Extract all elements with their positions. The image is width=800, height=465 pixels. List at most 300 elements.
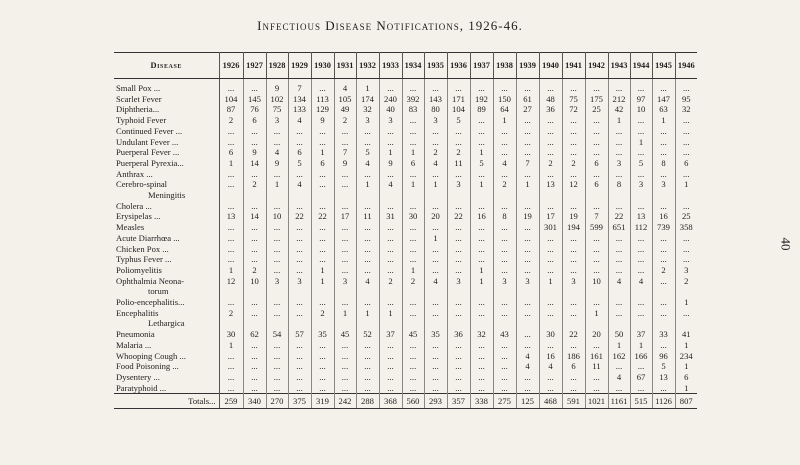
cell-value: 105: [334, 94, 356, 105]
year-header: 1932: [356, 53, 379, 79]
cell-value: ...: [585, 372, 608, 383]
cell-value: ...: [219, 201, 243, 212]
cell-value: [379, 318, 402, 329]
cell-value: 19: [562, 211, 585, 222]
cell-value: ...: [379, 244, 402, 255]
cell-value: ...: [219, 383, 243, 394]
cell-value: 6: [288, 147, 311, 158]
table-row: [114, 340, 697, 351]
cell-value: 1: [219, 158, 243, 169]
cell-value: ...: [470, 169, 493, 180]
cell-value: 6: [585, 158, 608, 169]
cell-value: ...: [334, 265, 356, 276]
cell-value: ...: [562, 383, 585, 394]
cell-value: 2: [684, 275, 689, 286]
cell-value: ...: [219, 169, 243, 180]
table-row: [114, 222, 697, 233]
cell-value: 240: [379, 94, 402, 105]
cell-value: 102: [266, 94, 288, 105]
cell-value: 1: [424, 179, 447, 190]
cell-value: ...: [630, 201, 652, 212]
disease-name: Measles: [114, 222, 219, 233]
cell-value: ...: [539, 137, 562, 148]
cell-value: ...: [683, 147, 690, 158]
cell-value: 174: [356, 94, 379, 105]
totals-row: [114, 394, 697, 409]
cell-value: ...: [379, 351, 402, 362]
cell-value: 2: [402, 276, 424, 287]
cell-value: ...: [516, 372, 539, 383]
cell-value: ...: [608, 79, 630, 94]
cell-value: ...: [424, 244, 447, 255]
cell-value: 234: [679, 350, 693, 361]
year-header: 1926: [219, 53, 243, 79]
cell-value: [424, 286, 447, 297]
page-number: 40: [778, 237, 794, 251]
cell-value: 6: [684, 157, 689, 168]
total-value: 1021: [585, 394, 608, 409]
cell-value: 8: [608, 179, 630, 190]
cell-value: 12: [562, 179, 585, 190]
cell-value: 30: [539, 329, 562, 340]
cell-value: ...: [493, 351, 516, 362]
table-row: [114, 211, 697, 222]
cell-value: ...: [243, 351, 266, 362]
cell-value: 162: [608, 351, 630, 362]
cell-value: ...: [334, 137, 356, 148]
cell-value: ...: [243, 201, 266, 212]
table-row: [114, 126, 697, 137]
cell-value: 75: [562, 94, 585, 105]
cell-value: 2: [243, 265, 266, 276]
cell-value: 9: [311, 115, 334, 126]
cell-value: ...: [516, 147, 539, 158]
cell-value: ...: [447, 351, 470, 362]
cell-value: ...: [447, 137, 470, 148]
cell-value: [493, 318, 516, 329]
cell-value: ...: [402, 126, 424, 137]
cell-value: ...: [683, 168, 690, 179]
cell-value: 1: [311, 265, 334, 276]
cell-value: 49: [334, 104, 356, 115]
cell-value: ...: [311, 383, 334, 394]
cell-value: ...: [424, 297, 447, 308]
cell-value: ...: [356, 372, 379, 383]
cell-value: ...: [311, 201, 334, 212]
cell-value: ...: [493, 126, 516, 137]
cell-value: ...: [493, 201, 516, 212]
cell-value: 1: [684, 361, 689, 372]
total-value: 270: [266, 394, 288, 409]
cell-value: [311, 190, 334, 201]
cell-value: [311, 286, 334, 297]
cell-value: 1: [652, 115, 675, 126]
table-row: [114, 169, 697, 180]
disease-name: Scarlet Fever: [114, 94, 219, 105]
cell-value: ...: [630, 383, 652, 394]
cell-value: 35: [424, 329, 447, 340]
cell-value: ...: [379, 169, 402, 180]
cell-value: 7: [516, 158, 539, 169]
cell-value: 6: [562, 361, 585, 372]
cell-value: 2: [424, 147, 447, 158]
cell-value: ...: [652, 308, 675, 319]
cell-value: ...: [243, 361, 266, 372]
cell-value: ...: [585, 254, 608, 265]
cell-value: 104: [219, 94, 243, 105]
cell-value: 37: [630, 329, 652, 340]
cell-value: ...: [402, 340, 424, 351]
cell-value: [334, 318, 356, 329]
cell-value: 30: [219, 329, 243, 340]
total-value: 560: [402, 394, 424, 409]
cell-value: ...: [562, 201, 585, 212]
cell-value: ...: [379, 233, 402, 244]
cell-value: 4: [539, 361, 562, 372]
cell-value: ...: [493, 244, 516, 255]
cell-value: 6: [402, 158, 424, 169]
cell-value: [219, 318, 243, 329]
total-value: 357: [447, 394, 470, 409]
cell-value: [356, 190, 379, 201]
cell-value: 4: [288, 115, 311, 126]
cell-value: [447, 286, 470, 297]
cell-value: 8: [493, 211, 516, 222]
cell-value: 43: [493, 329, 516, 340]
cell-value: 4: [424, 276, 447, 287]
cell-value: 17: [539, 211, 562, 222]
cell-value: 22: [311, 211, 334, 222]
disease-name: Poliomyelitis: [114, 265, 219, 276]
cell-value: 4: [608, 372, 630, 383]
cell-value: 61: [516, 94, 539, 105]
year-header: 1929: [288, 53, 311, 79]
cell-value: ...: [219, 297, 243, 308]
cell-value: 1: [356, 308, 379, 319]
cell-value: ...: [562, 265, 585, 276]
table-row: [114, 361, 697, 372]
cell-value: ...: [585, 383, 608, 394]
cell-value: ...: [470, 126, 493, 137]
cell-value: 133: [288, 104, 311, 115]
cell-value: ...: [608, 244, 630, 255]
cell-value: ...: [470, 222, 493, 233]
cell-value: 54: [266, 329, 288, 340]
cell-value: [516, 318, 539, 329]
cell-value: ...: [516, 244, 539, 255]
cell-value: ...: [493, 297, 516, 308]
cell-value: ...: [447, 340, 470, 351]
cell-value: [334, 286, 356, 297]
cell-value: 186: [562, 351, 585, 362]
total-value: 340: [243, 394, 266, 409]
cell-value: ...: [562, 372, 585, 383]
cell-value: ...: [516, 265, 539, 276]
total-value: 288: [356, 394, 379, 409]
cell-value: ...: [630, 297, 652, 308]
cell-value: ...: [402, 233, 424, 244]
cell-value: ...: [402, 254, 424, 265]
cell-value: 2: [562, 158, 585, 169]
cell-value: 4: [356, 158, 379, 169]
cell-value: 1: [493, 115, 516, 126]
cell-value: ...: [356, 351, 379, 362]
cell-value: ...: [608, 297, 630, 308]
cell-value: 3: [608, 158, 630, 169]
cell-value: ...: [562, 126, 585, 137]
cell-value: ...: [652, 79, 675, 94]
table-row: [114, 115, 697, 126]
cell-value: ...: [334, 340, 356, 351]
cell-value: 6: [219, 147, 243, 158]
year-header: 1936: [447, 53, 470, 79]
disease-name: Acute Diarrhœa ...: [114, 233, 219, 244]
cell-value: ...: [402, 372, 424, 383]
disease-name: Ophthalmia Neona-: [114, 276, 219, 287]
cell-value: 112: [630, 222, 652, 233]
cell-value: 87: [219, 104, 243, 115]
cell-value: ...: [470, 372, 493, 383]
cell-value: ...: [470, 233, 493, 244]
cell-value: ...: [402, 201, 424, 212]
cell-value: ...: [447, 169, 470, 180]
cell-value: [379, 286, 402, 297]
cell-value: ...: [608, 265, 630, 276]
disease-name: Puerperal Fever ...: [114, 147, 219, 158]
total-value: 338: [470, 394, 493, 409]
cell-value: ...: [266, 137, 288, 148]
cell-value: ...: [539, 254, 562, 265]
cell-value: 301: [539, 222, 562, 233]
table-title: Infectious Disease Notifications, 1926-46.: [257, 18, 523, 33]
cell-value: [243, 318, 266, 329]
disease-name: Pneumonia: [114, 329, 219, 340]
cell-value: ...: [356, 201, 379, 212]
cell-value: 5: [288, 158, 311, 169]
cell-value: ...: [493, 254, 516, 265]
cell-value: 4: [608, 276, 630, 287]
total-value: 515: [630, 394, 652, 409]
table-row: [114, 265, 697, 276]
cell-value: ...: [424, 169, 447, 180]
cell-value: 1: [470, 265, 493, 276]
cell-value: 147: [652, 94, 675, 105]
cell-value: ...: [288, 233, 311, 244]
cell-value: ...: [562, 308, 585, 319]
cell-value: ...: [379, 340, 402, 351]
disease-name: Undulant Fever ...: [114, 137, 219, 148]
cell-value: ...: [516, 169, 539, 180]
cell-value: ...: [562, 79, 585, 94]
cell-value: ...: [516, 340, 539, 351]
cell-value: ...: [516, 383, 539, 394]
cell-value: 22: [447, 211, 470, 222]
cell-value: 6: [311, 158, 334, 169]
cell-value: ...: [652, 169, 675, 180]
cell-value: ...: [219, 137, 243, 148]
cell-value: ...: [288, 169, 311, 180]
cell-value: ...: [562, 254, 585, 265]
cell-value: ...: [266, 297, 288, 308]
cell-value: ...: [470, 340, 493, 351]
cell-value: ...: [266, 361, 288, 372]
cell-value: ...: [334, 372, 356, 383]
cell-value: ...: [424, 254, 447, 265]
cell-value: [288, 318, 311, 329]
cell-value: 1: [630, 137, 652, 148]
cell-value: [266, 190, 288, 201]
year-header: 1940: [539, 53, 562, 79]
cell-value: ...: [562, 340, 585, 351]
cell-value: ...: [356, 233, 379, 244]
cell-value: ...: [288, 383, 311, 394]
disease-name: Dysentery ...: [114, 372, 219, 383]
cell-value: 10: [585, 276, 608, 287]
cell-value: ...: [288, 265, 311, 276]
cell-value: [311, 318, 334, 329]
cell-value: 1: [219, 340, 243, 351]
cell-value: [585, 318, 608, 329]
cell-value: 9: [243, 147, 266, 158]
cell-value: ...: [334, 179, 356, 190]
cell-value: ...: [562, 169, 585, 180]
cell-value: 1: [356, 79, 379, 94]
cell-value: ...: [470, 308, 493, 319]
disease-name: Typhoid Fever: [114, 115, 219, 126]
cell-value: 9: [379, 158, 402, 169]
cell-value: 599: [585, 222, 608, 233]
cell-value: ...: [311, 361, 334, 372]
cell-value: 32: [470, 329, 493, 340]
cell-value: 76: [243, 104, 266, 115]
cell-value: ...: [516, 254, 539, 265]
cell-value: 4: [424, 158, 447, 169]
cell-value: ...: [243, 169, 266, 180]
cell-value: ...: [356, 137, 379, 148]
cell-value: [652, 190, 675, 201]
cell-value: 42: [608, 104, 630, 115]
cell-value: 45: [334, 329, 356, 340]
cell-value: 1: [684, 179, 689, 190]
cell-value: 75: [266, 104, 288, 115]
cell-value: ...: [683, 125, 690, 136]
cell-value: 1: [311, 276, 334, 287]
cell-value: 6: [243, 115, 266, 126]
total-value: 319: [311, 394, 334, 409]
cell-value: ...: [402, 297, 424, 308]
cell-value: ...: [334, 233, 356, 244]
cell-value: ...: [539, 244, 562, 255]
cell-value: 7: [585, 211, 608, 222]
cell-value: ...: [219, 179, 243, 190]
cell-value: ...: [683, 200, 690, 211]
cell-value: ...: [585, 233, 608, 244]
cell-value: ...: [585, 244, 608, 255]
year-header: 1930: [311, 53, 334, 79]
cell-value: ...: [311, 233, 334, 244]
cell-value: ...: [311, 169, 334, 180]
cell-value: ...: [334, 222, 356, 233]
cell-value: 11: [585, 361, 608, 372]
cell-value: 72: [562, 104, 585, 115]
cell-value: ...: [585, 297, 608, 308]
disease-name: Puerperal Pyrexia...: [114, 158, 219, 169]
cell-value: ...: [652, 147, 675, 158]
disease-name: Diphtheria...: [114, 104, 219, 115]
cell-value: 12: [219, 276, 243, 287]
cell-value: 1: [311, 147, 334, 158]
year-header: 1928: [266, 53, 288, 79]
year-header: 1933: [379, 53, 402, 79]
cell-value: ...: [311, 297, 334, 308]
cell-value: 11: [356, 211, 379, 222]
cell-value: ...: [266, 340, 288, 351]
year-header: 1927: [243, 53, 266, 79]
cell-value: 2: [334, 115, 356, 126]
total-value: 375: [288, 394, 311, 409]
cell-value: ...: [266, 222, 288, 233]
cell-value: 2: [243, 179, 266, 190]
cell-value: ...: [219, 222, 243, 233]
cell-value: 1: [470, 147, 493, 158]
cell-value: 104: [447, 104, 470, 115]
cell-value: ...: [630, 115, 652, 126]
cell-value: ...: [288, 340, 311, 351]
disease-name: Continued Fever ...: [114, 126, 219, 137]
cell-value: ...: [539, 115, 562, 126]
cell-value: ...: [379, 79, 402, 94]
cell-value: 40: [379, 104, 402, 115]
cell-value: 2: [311, 308, 334, 319]
cell-value: 3: [562, 276, 585, 287]
cell-value: ...: [266, 244, 288, 255]
cell-value: ...: [652, 340, 675, 351]
disease-name: Cholera ...: [114, 201, 219, 212]
cell-value: ...: [379, 372, 402, 383]
table-row: [114, 179, 697, 190]
cell-value: [539, 286, 562, 297]
cell-value: ...: [447, 201, 470, 212]
cell-value: 2: [652, 265, 675, 276]
cell-value: 1: [402, 265, 424, 276]
cell-value: [630, 318, 652, 329]
year-header: 1938: [493, 53, 516, 79]
cell-value: ...: [630, 233, 652, 244]
cell-value: ...: [652, 254, 675, 265]
cell-value: ...: [630, 79, 652, 94]
cell-value: 14: [243, 158, 266, 169]
cell-value: ...: [288, 244, 311, 255]
cell-value: [539, 190, 562, 201]
cell-value: ...: [424, 265, 447, 276]
cell-value: 145: [243, 94, 266, 105]
cell-value: [470, 286, 493, 297]
cell-value: 52: [356, 329, 379, 340]
total-value: 293: [424, 394, 447, 409]
cell-value: ...: [219, 126, 243, 137]
cell-value: 1: [516, 179, 539, 190]
cell-value: 13: [539, 179, 562, 190]
cell-value: [585, 286, 608, 297]
cell-value: ...: [266, 308, 288, 319]
cell-value: ...: [243, 340, 266, 351]
cell-value: ...: [334, 297, 356, 308]
cell-value: ...: [608, 201, 630, 212]
cell-value: ...: [516, 297, 539, 308]
cell-value: [675, 286, 697, 297]
table-row: [114, 201, 697, 212]
cell-value: ...: [539, 79, 562, 94]
